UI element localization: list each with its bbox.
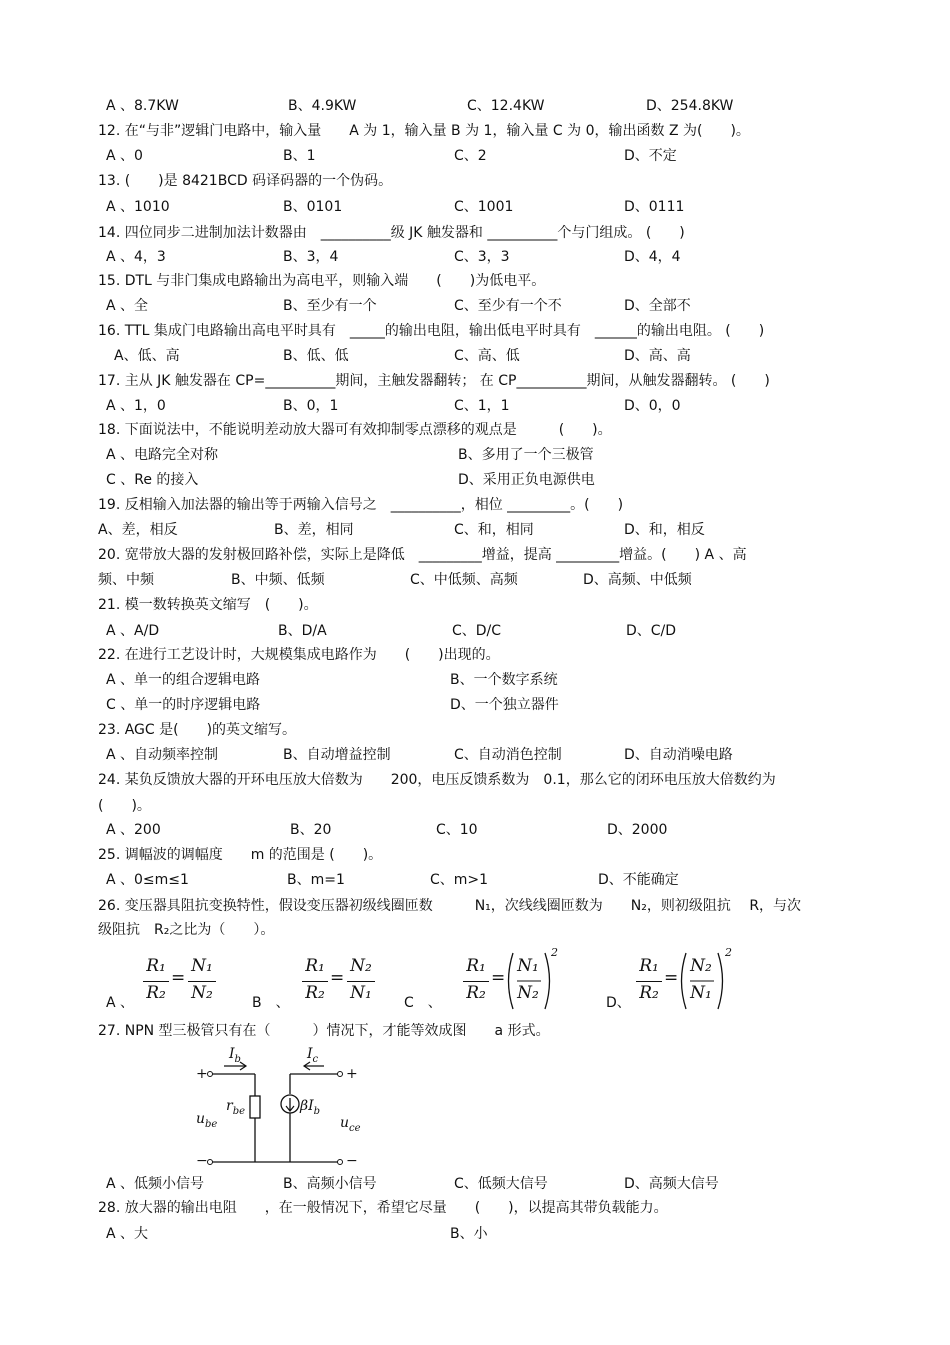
q18-option-d: D、采用正负电源供电 — [458, 472, 595, 488]
q26-c-left-fraction: R₁ R₂ — [463, 956, 489, 1006]
q26-option-d: D、 — [606, 995, 631, 1011]
q11-option-c: C、12.4KW — [467, 98, 545, 114]
q15-option-d: D、全部不 — [624, 298, 691, 314]
q19-option-b: B、差，相同 — [274, 522, 354, 538]
q26-d-square: 2 — [725, 946, 732, 959]
q28-option-b: B、小 — [450, 1226, 488, 1242]
q18-stem: 18. 下面说法中，不能说明差动放大器可有效抑制零点漂移的观点是 ( )。 — [98, 422, 612, 438]
q13-option-c: C、1001 — [454, 199, 514, 215]
q16-option-c: C、高、低 — [454, 348, 520, 364]
circuit-plus-right: + — [346, 1066, 358, 1082]
q21-option-c: C、D/C — [452, 623, 502, 639]
q17-option-d: D、0，0 — [624, 398, 681, 414]
q27-option-b: B、高频小信号 — [283, 1176, 377, 1192]
q25-option-d: D、不能确定 — [598, 872, 679, 888]
q12-stem: 12. 在“与非”逻辑门电路中，输入量 A 为 1，输入量 B 为 1，输入量 C 为 0，输出函数 Z 为( )。 — [98, 123, 750, 139]
circuit-label-uce: $u_{ce}$ — [340, 1115, 361, 1134]
circuit-label-beta-ib: $\beta I_b$ — [300, 1098, 321, 1117]
q17-option-a: A 、1，0 — [106, 398, 166, 414]
q14-option-d: D、4，4 — [624, 249, 681, 265]
q11-option-b: B、4.9KW — [288, 98, 357, 114]
q19-option-a: A、差，相反 — [98, 522, 178, 538]
q16-stem: 16. TTL 集成门电路输出高电平时具有 _____的输出电阻，输出低电平时具有 ______的输出电阻。 ( ) — [98, 323, 765, 339]
q24-option-b: B、20 — [290, 822, 332, 838]
q26-a-equals: = — [171, 968, 186, 988]
q26-c-equals: = — [491, 968, 506, 988]
q22-option-c: C 、单一的时序逻辑电路 — [106, 697, 261, 713]
q27-option-a: A 、低频小信号 — [106, 1176, 205, 1192]
q17-stem: 17. 主从 JK 触发器在 CP=__________期间，主触发器翻转； 在 CP__________期间，从触发器翻转。 ( ) — [98, 373, 770, 389]
q26-option-c: C 、 — [404, 995, 442, 1011]
q26-b-left-fraction: R₁ R₂ — [302, 956, 328, 1006]
q21-option-d: D、C/D — [626, 623, 677, 639]
q11-option-d: D、254.8KW — [646, 98, 734, 114]
q24-stem: 24. 某负反馈放大器的开环电压放大倍数为 200，电压反馈系数为 0.1，那么它的闭环电压放大倍数约为 — [98, 772, 776, 788]
q26-b-equals: = — [330, 968, 345, 988]
q12-option-a: A 、0 — [106, 148, 143, 164]
q26-c-square: 2 — [551, 946, 558, 959]
q27-stem: 27. NPN 型三极管只有在（ ）情况下，才能等效成图 a 形式。 — [98, 1023, 550, 1039]
q17-option-b: B、0，1 — [283, 398, 339, 414]
q24-option-d: D、2000 — [607, 822, 668, 838]
q18-option-c: C 、Re 的接入 — [106, 472, 199, 488]
q20-option-a-cont: 频、中频 — [98, 572, 154, 588]
circuit-minus-left: − — [196, 1153, 208, 1169]
q16-option-d: D、高、高 — [624, 348, 691, 364]
circuit-label-ube: $u_{be}$ — [196, 1111, 218, 1130]
q25-option-b: B、m=1 — [287, 872, 345, 888]
q15-option-b: B、至少有一个 — [283, 298, 377, 314]
q26-a-left-fraction: R₁ R₂ — [143, 956, 169, 1006]
q16-option-a: A、低、高 — [114, 348, 180, 364]
q25-option-c: C、m>1 — [430, 872, 489, 888]
q26-stem-cont: 级阻抗 R₂之比为（ ）。 — [98, 922, 275, 938]
q22-option-b: B、一个数字系统 — [450, 672, 558, 688]
q14-option-c: C、3，3 — [454, 249, 510, 265]
circuit-minus-right: − — [346, 1153, 358, 1169]
q20-option-d: D、高频、中低频 — [583, 572, 692, 588]
circuit-label-ib: $I_b$ — [229, 1046, 241, 1065]
small-signal-equivalent-circuit — [180, 1044, 380, 1169]
q13-option-a: A 、1010 — [106, 199, 170, 215]
q23-option-c: C、自动消色控制 — [454, 747, 562, 763]
q23-option-a: A 、自动频率控制 — [106, 747, 219, 763]
q26-c-right-fraction: N₁ N₂ — [517, 956, 539, 1003]
q26-d-right-fraction: N₂ N₁ — [690, 956, 712, 1003]
q14-option-b: B、3，4 — [283, 249, 339, 265]
q28-stem: 28. 放大器的输出电阻 ，在一般情况下，希望它尽量 ( )，以提高其带负载能力。 — [98, 1200, 668, 1216]
q23-stem: 23. AGC 是( )的英文缩写。 — [98, 722, 297, 738]
q16-option-b: B、低、低 — [283, 348, 349, 364]
q18-option-a: A 、电路完全对称 — [106, 447, 219, 463]
q26-option-b: B 、 — [252, 995, 290, 1011]
q15-option-a: A 、全 — [106, 298, 149, 314]
q27-option-c: C、低频大信号 — [454, 1176, 548, 1192]
q21-option-b: B、D/A — [278, 623, 327, 639]
q14-option-a: A 、4，3 — [106, 249, 166, 265]
q26-d-left-fraction: R₁ R₂ — [636, 956, 662, 1006]
q13-option-b: B、0101 — [283, 199, 343, 215]
q19-stem: 19. 反相输入加法器的输出等于两输入信号之 __________，相位 _________。( ) — [98, 497, 624, 513]
q26-b-right-fraction: N₂ N₁ — [347, 956, 375, 1006]
q13-stem: 13. ( )是 8421BCD 码译码器的一个伪码。 — [98, 173, 393, 189]
circuit-label-ic: $I_c$ — [307, 1046, 319, 1065]
q21-stem: 21. 模一数转换英文缩写 ( )。 — [98, 597, 318, 613]
q22-option-d: D、一个独立器件 — [450, 697, 559, 713]
q11-option-a: A 、8.7KW — [106, 98, 179, 114]
q24-option-c: C、10 — [436, 822, 478, 838]
q12-option-b: B、1 — [283, 148, 316, 164]
q26-d-equals: = — [664, 968, 679, 988]
q22-stem: 22. 在进行工艺设计时，大规模集成电路作为 ( )出现的。 — [98, 647, 500, 663]
q14-stem: 14. 四位同步二进制加法计数器由 __________级 JK 触发器和 __________个与门组成。 ( ) — [98, 225, 685, 241]
q13-option-d: D、0111 — [624, 199, 685, 215]
q18-option-b: B、多用了一个三极管 — [458, 447, 594, 463]
q28-option-a: A 、大 — [106, 1226, 149, 1242]
q23-option-b: B、自动增益控制 — [283, 747, 391, 763]
q15-stem: 15. DTL 与非门集成电路输出为高电平，则输入端 ( )为低电平。 — [98, 273, 546, 289]
q17-option-c: C、1，1 — [454, 398, 510, 414]
q12-option-c: C、2 — [454, 148, 487, 164]
q24-stem-cont: ( )。 — [98, 798, 151, 814]
q19-option-d: D、和，相反 — [624, 522, 705, 538]
q22-option-a: A 、单一的组合逻辑电路 — [106, 672, 261, 688]
q27-option-d: D、高频大信号 — [624, 1176, 719, 1192]
q26-option-a: A 、 — [106, 995, 135, 1011]
q20-stem: 20. 宽带放大器的发射极回路补偿，实际上是降低 _________增益，提高 _________增益。( ) A 、高 — [98, 547, 747, 563]
q25-stem: 25. 调幅波的调幅度 m 的范围是 ( )。 — [98, 847, 383, 863]
q12-option-d: D、不定 — [624, 148, 677, 164]
circuit-plus-left: + — [196, 1066, 208, 1082]
q24-option-a: A 、200 — [106, 822, 161, 838]
q26-stem: 26. 变压器具阻抗变换特性，假设变压器初级线圈匝数 N₁，次线线圈匝数为 N₂，则初级阻抗 R，与次 — [98, 898, 802, 914]
q26-a-right-fraction: N₁ N₂ — [188, 956, 216, 1006]
q23-option-d: D、自动消噪电路 — [624, 747, 733, 763]
q20-option-c: C、中低频、高频 — [410, 572, 518, 588]
q25-option-a: A 、0≤m≤1 — [106, 872, 189, 888]
q15-option-c: C、至少有一个不 — [454, 298, 562, 314]
q19-option-c: C、和，相同 — [454, 522, 534, 538]
circuit-label-rbe: $r_{be}$ — [226, 1098, 246, 1117]
q20-option-b: B、中频、低频 — [231, 572, 325, 588]
q21-option-a: A 、A/D — [106, 623, 160, 639]
